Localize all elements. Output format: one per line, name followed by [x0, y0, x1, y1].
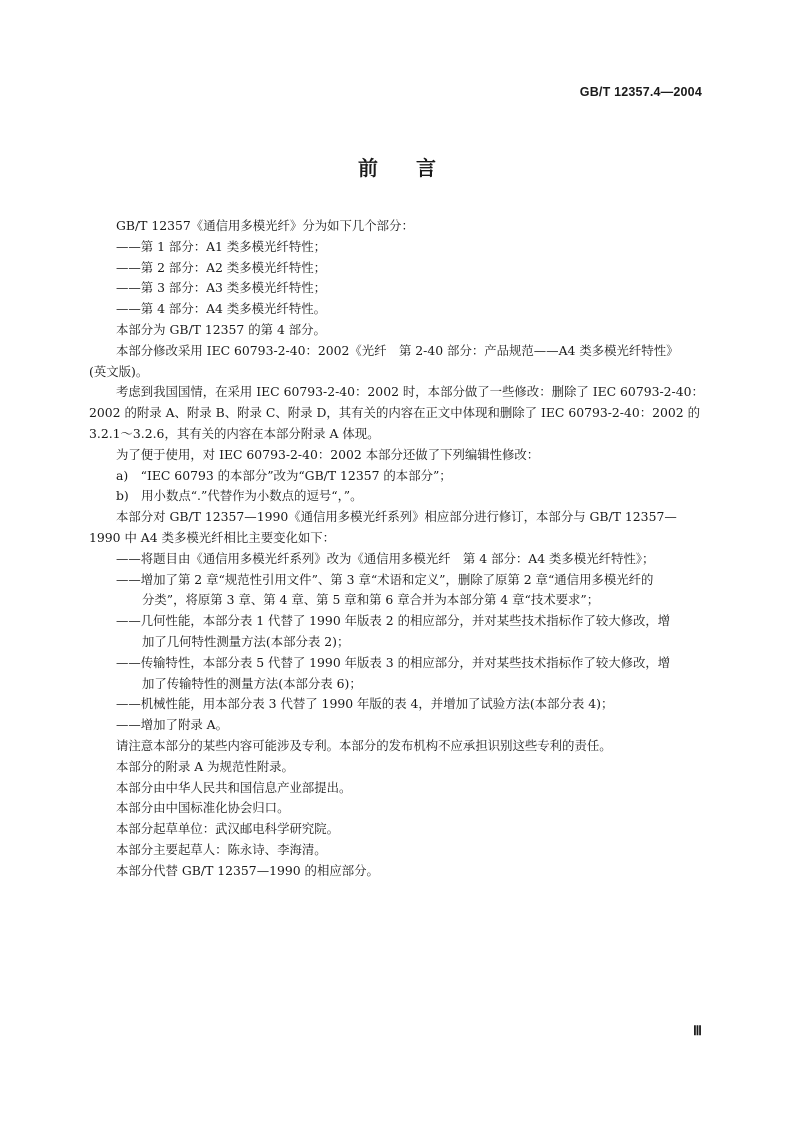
paragraph: 考虑到我国国情，在采用 IEC 60793-2-40：2002 时，本部分做了一些修改：删除了 IEC 60793-2-40： — [116, 384, 704, 400]
list-item: ——第 2 部分：A2 类多模光纤特性； — [116, 259, 326, 275]
list-item: ——增加了第 2 章“规范性引用文件”、第 3 章“术语和定义”，删除了原第 2 章“通信用多模光纤的 — [116, 571, 654, 587]
paragraph: 本部分对 GB/T 12357—1990《通信用多模光纤系列》相应部分进行修订，本部分与 GB/T 12357— — [116, 509, 677, 525]
paragraph: 本部分修改采用 IEC 60793-2-40：2002《光纤 第 2-40 部分：产品规范——A4 类多模光纤特性》 — [116, 342, 679, 358]
page-number: Ⅲ — [693, 1023, 702, 1038]
paragraph: 本部分起草单位：武汉邮电科学研究院。 — [116, 821, 340, 837]
list-item: b) 用小数点“.”代替作为小数点的逗号“，”。 — [116, 488, 363, 504]
paragraph: 为了便于使用，对 IEC 60793-2-40：2002 本部分还做了下列编辑性修改： — [116, 446, 540, 462]
paragraph: 本部分由中国标准化协会归口。 — [116, 800, 290, 816]
list-item: a) “IEC 60793 的本部分”改为“GB/T 12357 的本部分”； — [116, 467, 452, 483]
title-char-1: 前 — [358, 156, 378, 180]
foreword-body — [89, 216, 704, 882]
list-item: ——第 3 部分：A3 类多模光纤特性； — [116, 280, 326, 296]
paragraph-continuation: 2002 的附录 A、附录 B、附录 C、附录 D，其有关的内容在正文中体现和删除了 IEC 60793-2-40：2002 的 — [89, 405, 701, 421]
paragraph: 本部分主要起草人：陈永诗、李海清。 — [116, 841, 327, 857]
paragraph: 本部分为 GB/T 12357 的第 4 部分。 — [116, 321, 326, 337]
list-item: ——第 4 部分：A4 类多模光纤特性。 — [116, 301, 326, 317]
paragraph: 请注意本部分的某些内容可能涉及专利。本部分的发布机构不应承担识别这些专利的责任。 — [116, 737, 612, 753]
list-item: ——第 1 部分：A1 类多模光纤特性； — [116, 238, 326, 254]
paragraph-continuation: (英文版)。 — [89, 363, 149, 379]
paragraph-continuation: 3.2.1～3.2.6，其有关的内容在本部分附录 A 体现。 — [89, 425, 380, 441]
paragraph-continuation: 1990 中 A4 类多模光纤相比主要变化如下： — [89, 529, 336, 545]
list-item-continuation: 分类”，将原第 3 章、第 4 章、第 5 章和第 6 章合并为本部分第 4 章“技术要求”； — [142, 592, 600, 608]
list-item: ——几何性能，本部分表 1 代替了 1990 年版表 2 的相应部分，并对某些技术指标作了较大修改，增 — [116, 613, 671, 629]
paragraph: 本部分代替 GB/T 12357—1990 的相应部分。 — [116, 862, 379, 878]
paragraph: GB/T 12357《通信用多模光纤》分为如下几个部分： — [116, 218, 414, 233]
page-title — [0, 152, 794, 181]
title-char-2: 言 — [416, 156, 436, 180]
list-item: ——增加了附录 A。 — [116, 717, 229, 733]
list-item: ——传输特性，本部分表 5 代替了 1990 年版表 3 的相应部分，并对某些技术指标作了较大修改，增 — [116, 654, 671, 670]
list-item-continuation: 加了传输特性的测量方法(本部分表 6)； — [142, 675, 362, 691]
standard-number: GB/T 12357.4—2004 — [579, 85, 702, 99]
list-item: ——将题目由《通信用多模光纤系列》改为《通信用多模光纤 第 4 部分：A4 类多模光纤特性》； — [116, 550, 655, 566]
list-item-continuation: 加了几何特性测量方法(本部分表 2)； — [142, 633, 350, 649]
paragraph: 本部分的附录 A 为规范性附录。 — [116, 758, 294, 774]
list-item: ——机械性能，用本部分表 3 代替了 1990 年版的表 4，并增加了试验方法(本部分表 4)； — [116, 696, 614, 712]
paragraph: 本部分由中华人民共和国信息产业部提出。 — [116, 779, 352, 795]
